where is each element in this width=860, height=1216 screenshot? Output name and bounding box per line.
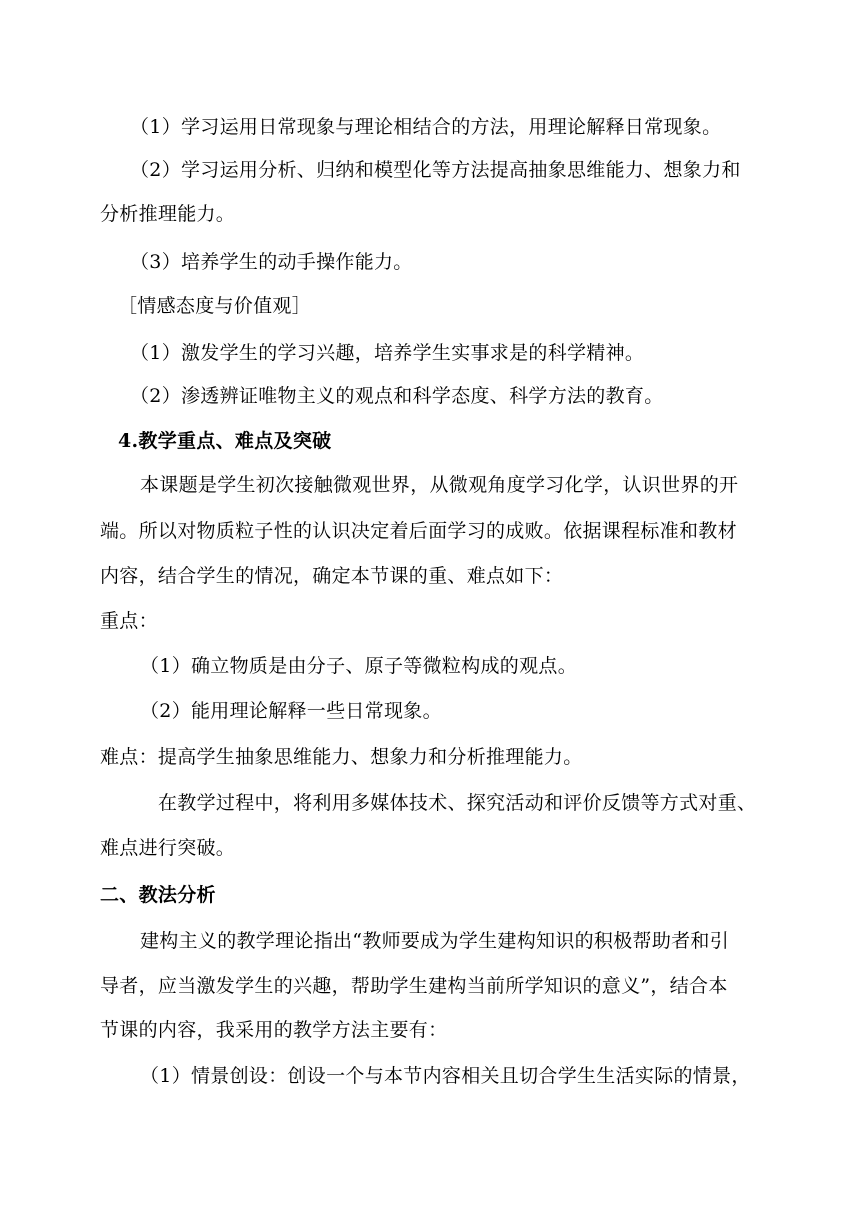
skill-item-3: （3）培养学生的动手操作能力。 [130,251,413,273]
paragraph-intro-line-2: 端。所以对物质粒子性的认识决定着后面学习的成败。依据课程标准和教材 [100,520,737,542]
paragraph-intro-line-1: 本课题是学生初次接触微观世界，从微观角度学习化学，认识世界的开 [140,474,739,496]
breakthrough-line-2: 难点进行突破。 [100,837,236,859]
section-heading-key-difficult-points: 4.教学重点、难点及突破 [118,430,332,452]
method-paragraph-line-2: 导者，应当激发学生的兴趣，帮助学生建构当前所学知识的意义”，结合本 [100,975,728,997]
method-paragraph-line-3: 节课的内容，我采用的教学方法主要有： [100,1019,448,1041]
section-heading-attitude-values: ［情感态度与价值观］ [118,295,312,317]
method-paragraph-line-1: 建构主义的教学理论指出“教师要成为学生建构知识的积极帮助者和引 [140,930,730,952]
breakthrough-line-1: 在教学过程中，将利用多媒体技术、探究活动和评价反馈等方式对重、 [158,792,757,814]
paragraph-intro-line-3: 内容，结合学生的情况，确定本节课的重、难点如下： [100,565,564,587]
key-point-item-1: （1）确立物质是由分子、原子等微粒构成的观点。 [140,655,577,677]
section-heading-teaching-method-analysis: 二、教法分析 [100,884,216,906]
skill-item-1: （1）学习运用日常现象与理论相结合的方法，用理论解释日常现象。 [130,116,722,138]
attitude-item-1: （1）激发学生的学习兴趣，培养学生实事求是的科学精神。 [130,342,645,364]
attitude-item-2: （2）渗透辨证唯物主义的观点和科学态度、科学方法的教育。 [130,385,664,407]
skill-item-2-continued: 分析推理能力。 [100,203,236,225]
key-points-label: 重点： [100,610,158,632]
difficult-point-line: 难点：提高学生抽象思维能力、想象力和分析推理能力。 [100,746,583,768]
skill-item-2: （2）学习运用分析、归纳和模型化等方法提高抽象思维能力、想象力和 [130,159,741,181]
key-point-item-2: （2）能用理论解释一些日常现象。 [140,700,442,722]
method-item-1: （1）情景创设：创设一个与本节内容相关且切合学生生活实际的情景， [140,1065,751,1087]
